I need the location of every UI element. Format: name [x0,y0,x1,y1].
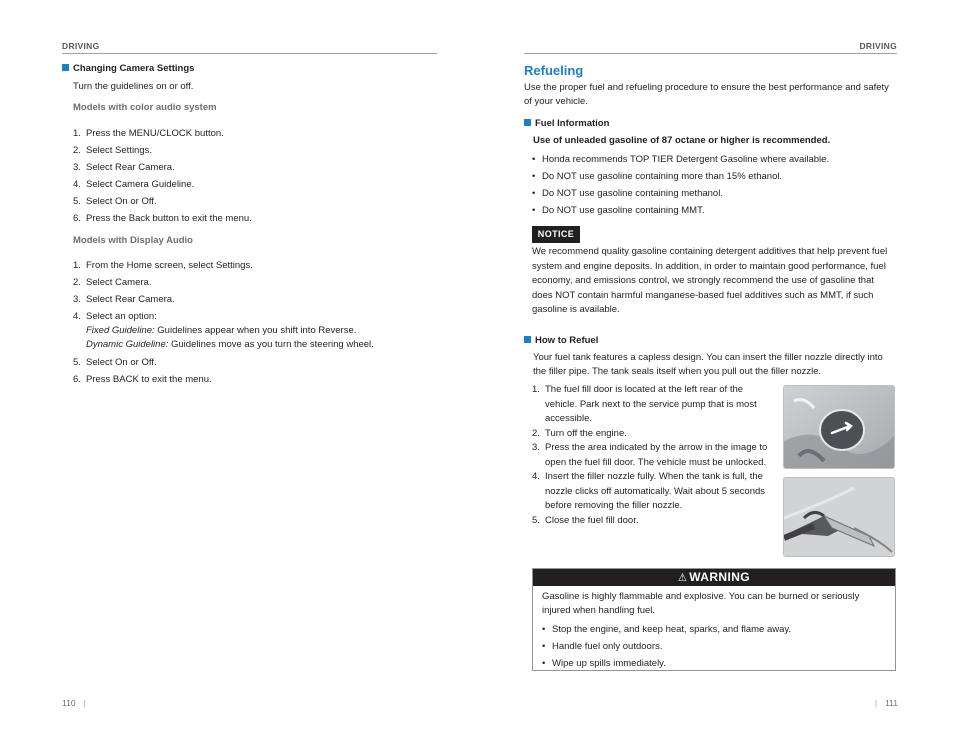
refuel-steps [532,383,768,528]
dynamic-guideline-label: Dynamic Guideline: [86,339,169,350]
list-item: • Handle fuel only outdoors. [542,638,887,655]
warning-bar [533,569,895,586]
notice-badge: NOTICE [532,226,580,243]
header-rule [524,53,897,54]
section-title [62,63,194,74]
list-item: • Do NOT use gasoline containing MMT. [532,202,892,219]
list-item: 1. From the Home screen, select Settings. [73,260,253,271]
list-item: 5. Close the fuel fill door. [532,514,639,526]
fuel-nozzle-image [783,477,895,557]
intro-text: Use the proper fuel and refueling procedure to ensure the best performance and safety of your vehicle. [524,82,889,107]
list-item: • Do NOT use gasoline containing methanol. [532,185,892,202]
page-header: DRIVING [859,41,897,51]
list-item: 4. Select Camera Guideline. [73,179,195,190]
color-audio-steps [73,125,433,227]
warning-label: WARNING [689,570,751,584]
fuel-door-image [783,385,895,469]
list-item: 2. Turn off the engine. [532,427,627,439]
list-item: 1. The fuel fill door is located at the left rear of the vehicle. Park next to the service pump that is most accessible. [532,384,757,424]
page-header: DRIVING [62,41,100,51]
list-item: • Stop the engine, and keep heat, sparks, and flame away. [542,621,887,638]
display-audio-heading: Models with Display Audio [73,235,193,246]
refuel-intro: Your fuel tank features a capless design. You can insert the filler nozzle directly into the filler pipe. The tank seals itself when you pull out the filler nozzle. [533,352,883,377]
list-item: 2. Select Camera. [73,277,152,288]
warning-text: Gasoline is highly flammable and explosive. You can be burned or seriously injured when handling fuel. [542,591,860,616]
warning-bullets [542,621,887,672]
page-number: | 111 [874,698,898,708]
section-square-icon [524,336,531,343]
page-title: Refueling [524,63,584,78]
header-rule [62,53,437,54]
list-item: • Wipe up spills immediately. [542,655,887,672]
section-square-icon [62,64,69,71]
list-item: 2. Select Settings. [73,145,153,156]
warning-box [532,568,896,671]
list-item: • Honda recommends TOP TIER Detergent Gasoline where available. [532,151,892,168]
display-audio-steps [73,257,453,388]
list-item: 1. Press the MENU/CLOCK button. [73,128,224,139]
list-item: 6. Press BACK to exit the menu. [73,374,212,385]
list-item: 3. Press the area indicated by the arrow in the image to open the fuel fill door. The vehicle must be unlocked. [532,442,768,468]
section-square-icon [524,119,531,126]
notice-text: We recommend quality gasoline containing detergent additives that help prevent fuel system and engine deposits. In addition, in order to maintain good performance, fuel economy, and emissions control, we strongly recommend the use of gasoline that does NOT contain harmful manganese-based fuel additives such as MMT, if such gasoline is available. [532,246,888,315]
page-number: 110 | [62,698,86,708]
list-item: 3. Select Rear Camera. [73,294,175,305]
section-title-text: Changing Camera Settings [73,63,195,74]
list-item: 4. Select an option: Fixed Guideline: Guidelines appear when you shift into Reverse. Dynamic Guideline: Guidelines move as you turn the steering wheel. [73,311,374,350]
how-to-refuel-heading: How to Refuel [524,335,598,346]
list-item: 5. Select On or Off. [73,357,157,368]
list-item: 6. Press the Back button to exit the menu. [73,213,252,224]
warning-triangle-icon: ⚠ [677,572,688,584]
list-item: 5. Select On or Off. [73,196,157,207]
list-item: • Do NOT use gasoline containing more than 15% ethanol. [532,168,892,185]
fuel-door-illustration [784,386,894,468]
list-item: 3. Select Rear Camera. [73,162,175,173]
fuel-nozzle-illustration [784,478,894,556]
intro-text: Turn the guidelines on or off. [73,81,194,92]
fuel-info-heading: Fuel Information [524,118,609,129]
right-page [480,0,960,750]
fuel-info-bullets [532,151,892,219]
octane-recommendation: Use of unleaded gasoline of 87 octane or higher is recommended. [533,135,831,146]
fixed-guideline-label: Fixed Guideline: [86,325,155,336]
color-audio-heading: Models with color audio system [73,102,217,113]
list-item: 4. Insert the filler nozzle fully. When the tank is full, the nozzle clicks off automatically. Wait about 5 seconds before removing the filler nozzle. [532,471,766,511]
